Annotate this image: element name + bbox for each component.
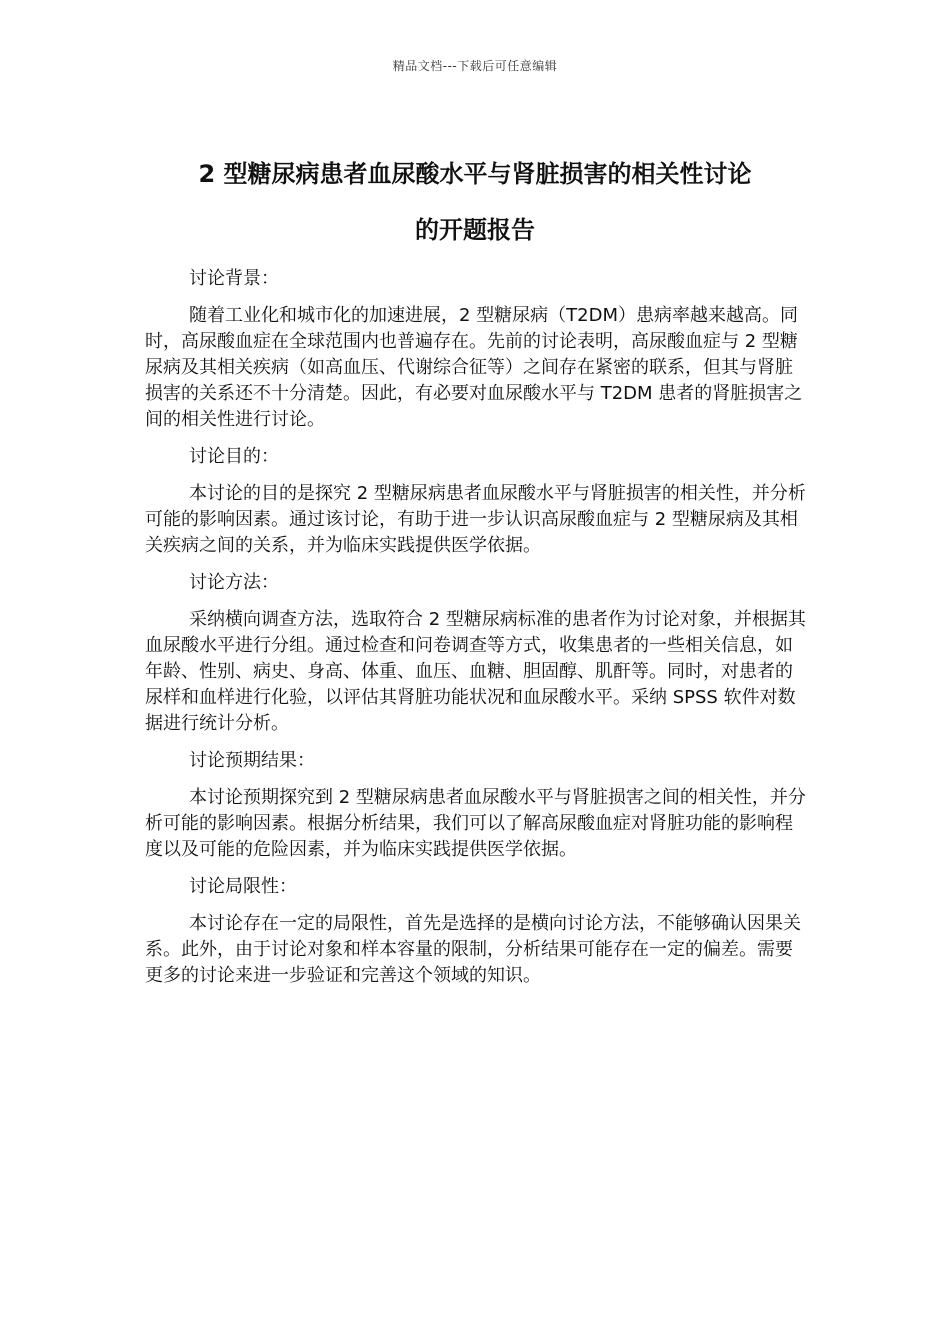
section-methods bbox=[145, 570, 807, 737]
page-header-watermark: 精品文档---下载后可任意编辑 bbox=[392, 59, 558, 73]
section-expected-results bbox=[145, 748, 807, 863]
section-heading: 讨论方法： bbox=[189, 572, 279, 593]
section-background bbox=[145, 266, 807, 433]
section-heading: 讨论背景： bbox=[189, 268, 279, 289]
section-heading: 讨论局限性： bbox=[189, 876, 297, 897]
document-title-line-2: 的开题报告 bbox=[415, 216, 535, 245]
section-limitations bbox=[145, 874, 807, 989]
section-paragraph: 随着工业化和城市化的加速进展，2 型糖尿病（T2DM）患病率越来越高。同时，高尿酸血症在全球范围内也普遍存在。先前的讨论表明，高尿酸血症与 2 型糖尿病及其相关疾病（如高血压、代谢综合征等）之间存在紧密的联系，但其与肾脏损害的关系还不十分清楚。因此，有必要对血尿酸水平与 T2DM 患者的肾脏损害之间的相关性进行讨论。 bbox=[145, 305, 803, 430]
document-body bbox=[145, 266, 807, 1000]
section-paragraph: 本讨论存在一定的局限性，首先是选择的是横向讨论方法，不能够确认因果关系。此外，由于讨论对象和样本容量的限制，分析结果可能存在一定的偏差。需要更多的讨论来进一步验证和完善这个领域的知识。 bbox=[145, 913, 801, 986]
section-purpose bbox=[145, 444, 807, 559]
section-paragraph: 本讨论预期探究到 2 型糖尿病患者血尿酸水平与肾脏损害之间的相关性，并分析可能的影响因素。根据分析结果，我们可以了解高尿酸血症对肾脏功能的影响程度以及可能的危险因素，并为临床实践提供医学依据。 bbox=[145, 787, 806, 860]
section-paragraph: 本讨论的目的是探究 2 型糖尿病患者血尿酸水平与肾脏损害的相关性，并分析可能的影响因素。通过该讨论，有助于进一步认识高尿酸血症与 2 型糖尿病及其相关疾病之间的关系，并为临床实践提供医学依据。 bbox=[145, 483, 806, 556]
section-heading: 讨论目的： bbox=[189, 446, 279, 467]
document-title-line-1: 2 型糖尿病患者血尿酸水平与肾脏损害的相关性讨论 bbox=[198, 160, 752, 189]
document-title bbox=[130, 146, 820, 258]
section-paragraph: 采纳横向调查方法，选取符合 2 型糖尿病标准的患者作为讨论对象，并根据其血尿酸水平进行分组。通过检查和问卷调查等方式，收集患者的一些相关信息，如年龄、性别、病史、身高、体重、血压、血糖、胆固醇、肌酐等。同时，对患者的尿样和血样进行化验，以评估其肾脏功能状况和血尿酸水平。采纳 SPSS 软件对数据进行统计分析。 bbox=[145, 609, 806, 734]
section-heading: 讨论预期结果： bbox=[189, 750, 315, 771]
